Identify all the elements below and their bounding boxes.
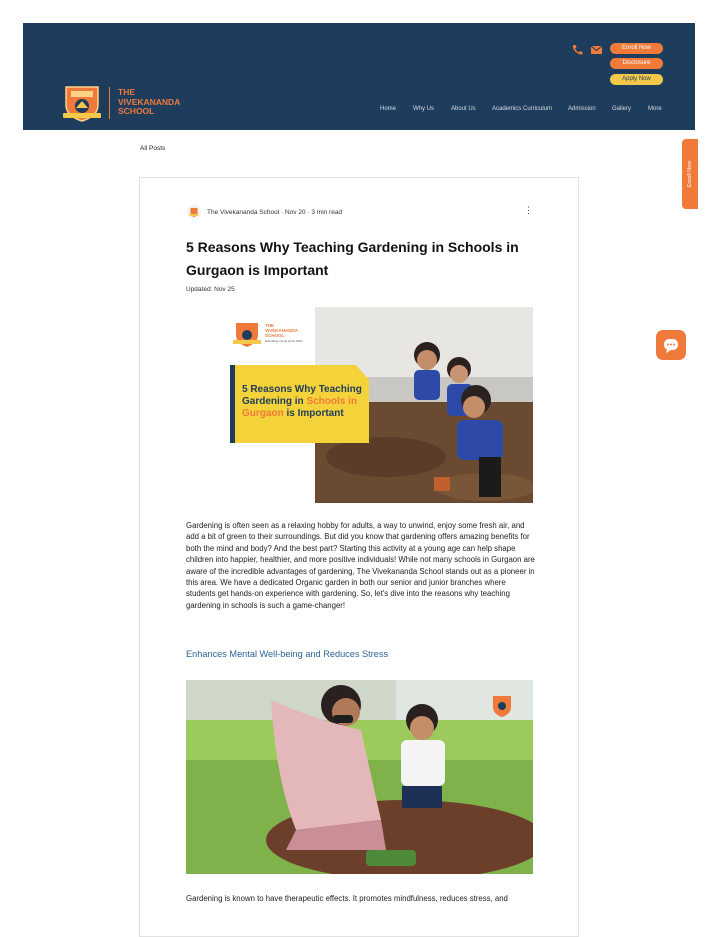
brand-name[interactable]: THE VIVEKANANDA SCHOOL [118,87,181,116]
author-name[interactable]: The Vivekananda School [207,209,280,216]
site-header [23,23,695,130]
hero-line-3a: Gurgaon [242,408,284,419]
section-heading: Enhances Mental Well-being and Reduces Stress [186,649,389,659]
post-paragraph-2: Gardening is known to have therapeutic effects. It promotes mindfulness, reduces stress, and [186,894,508,903]
read-time: 3 min read [311,209,343,216]
chat-icon [656,330,686,360]
meta-separator: · [280,209,285,216]
apply-now-button[interactable]: Apply Now [610,74,663,85]
post-title: 5 Reasons Why Teaching Gardening in Schools in Gurgaon is Important [186,239,519,278]
nav-why-us[interactable]: Why Us [413,106,434,112]
hero-tagline: Educating minds since 1994 [265,339,303,343]
author-avatar[interactable] [187,205,201,219]
hero-line-2b: Schools in [306,396,358,407]
nav-home[interactable]: Home [380,106,397,112]
hero-school-name: THE VIVEKANANDA SCHOOL [265,323,299,338]
post-date: Nov 20 [284,209,306,216]
post-paragraph-1: Gardening is often seen as a relaxing hobby for adults, a way to unwind, enjoy some fresh air, and add a bit of green to their surroundings. But did you know that gardening offers amazing benefits for both the mind and body? And the best part? Starting this activity at a young age can help shape children into happier, healthier, and more positive individuals! While not many schools in Gurgaon are aware of the incredible advantages of gardening, The Vivekananda School stands out as a pioneer in this area. We have a dedicated Organic garden in both our senior and junior branches where students get hands-on experience with gardening. So, let's dive into the reasons why teaching gardening in schools is such a game-changer! [186,521,535,610]
school-logo-icon[interactable] [61,83,103,123]
hero-headline [242,384,362,420]
gardening-illustration [186,680,533,874]
updated-date: Updated: Nov 25 [186,286,235,293]
chat-button[interactable] [656,330,686,360]
meta-separator: · [307,209,312,216]
more-actions-icon[interactable]: ⋮ [524,205,533,215]
nav-academics-curriculum[interactable]: Academics Curriculum [492,106,553,112]
nav-about-us[interactable]: About Us [451,106,476,112]
gardening-photo [186,680,533,874]
phone-icon[interactable] [571,44,584,55]
enroll-tab-label: Enroll Now [687,160,693,188]
hero-line-3b: is Important [283,408,344,419]
mail-icon[interactable] [590,44,603,55]
nav-more[interactable]: More [648,106,662,112]
hero-line-2a: Gardening in [242,396,307,407]
nav-gallery[interactable]: Gallery [612,106,632,112]
enroll-now-side-tab[interactable] [682,139,698,209]
logo-divider [109,87,110,119]
hero-image [186,307,533,503]
disclosure-button[interactable]: Disclosure [610,58,663,69]
post-meta [207,209,342,216]
hero-line-1: 5 Reasons Why Teaching [242,384,362,395]
all-posts-link[interactable]: All Posts [140,145,166,152]
nav-admission[interactable]: Admission [568,106,596,112]
enroll-now-button[interactable]: Enroll Now [610,43,663,54]
